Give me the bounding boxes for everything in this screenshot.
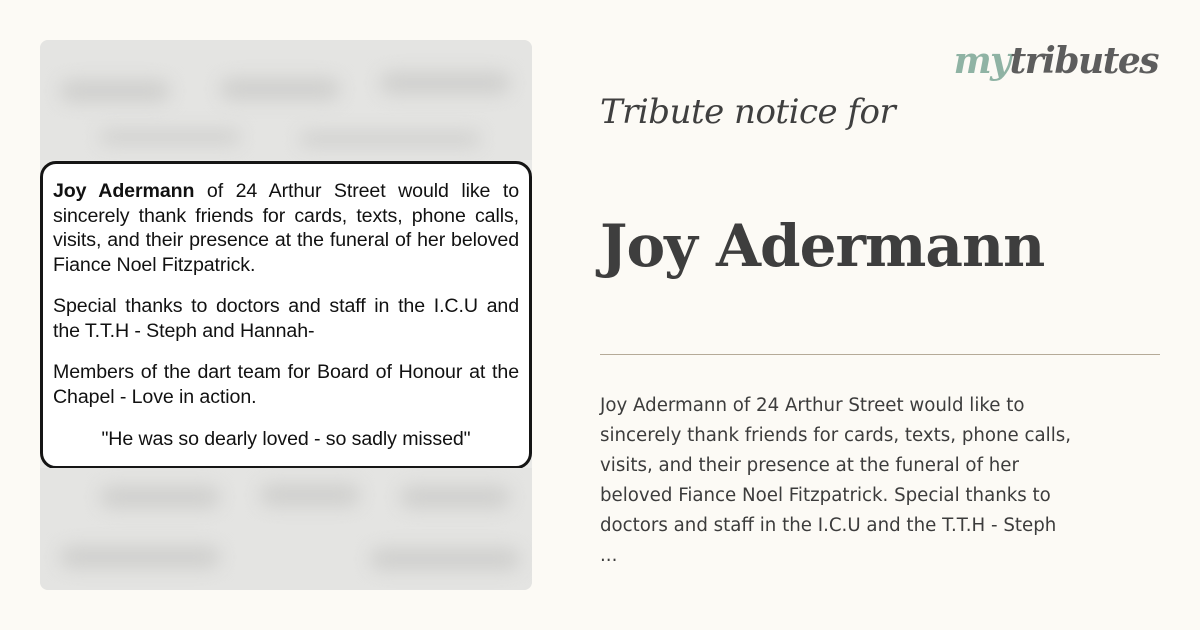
page-title: Joy Adermann [600,212,1045,280]
notice-text-box [40,161,532,469]
notice-paragraph-1-text: of 24 Arthur Street would like to sincerely thank friends for cards, texts, phone calls, visits, and their presence at the funeral of her beloved Fiance Noel Fitzpatrick. [53,180,520,276]
mytributes-logo[interactable] [954,40,1158,82]
notice-paragraph-3: Members of the dart team for Board of Honour at the Chapel - Love in action. [53,361,519,408]
blurred-background-top [40,40,532,160]
notice-quote: "He was so dearly loved - so sadly missed" [101,428,471,450]
blurred-background-bottom [40,468,532,590]
notice-paragraph-2: Special thanks to doctors and staff in the I.C.U and the T.T.H - Steph and Hannah- [53,295,519,342]
page-subtitle: Tribute notice for [600,92,896,132]
logo-tributes: tributes [1009,40,1158,82]
notice-image [40,40,532,590]
notice-paragraph-1 [53,179,519,277]
divider [600,354,1160,355]
logo-my: my [953,40,1010,82]
notice-excerpt: Joy Adermann of 24 Arthur Street would like to sincerely thank friends for cards, texts, phone calls, visits, and their presence at the funeral of her beloved Fiance Noel Fitzpatrick. Special thanks to doctors and staff in the I.C.U and the T.T.H - Steph ... [600,395,1072,566]
notice-name: Joy Adermann [53,180,195,202]
